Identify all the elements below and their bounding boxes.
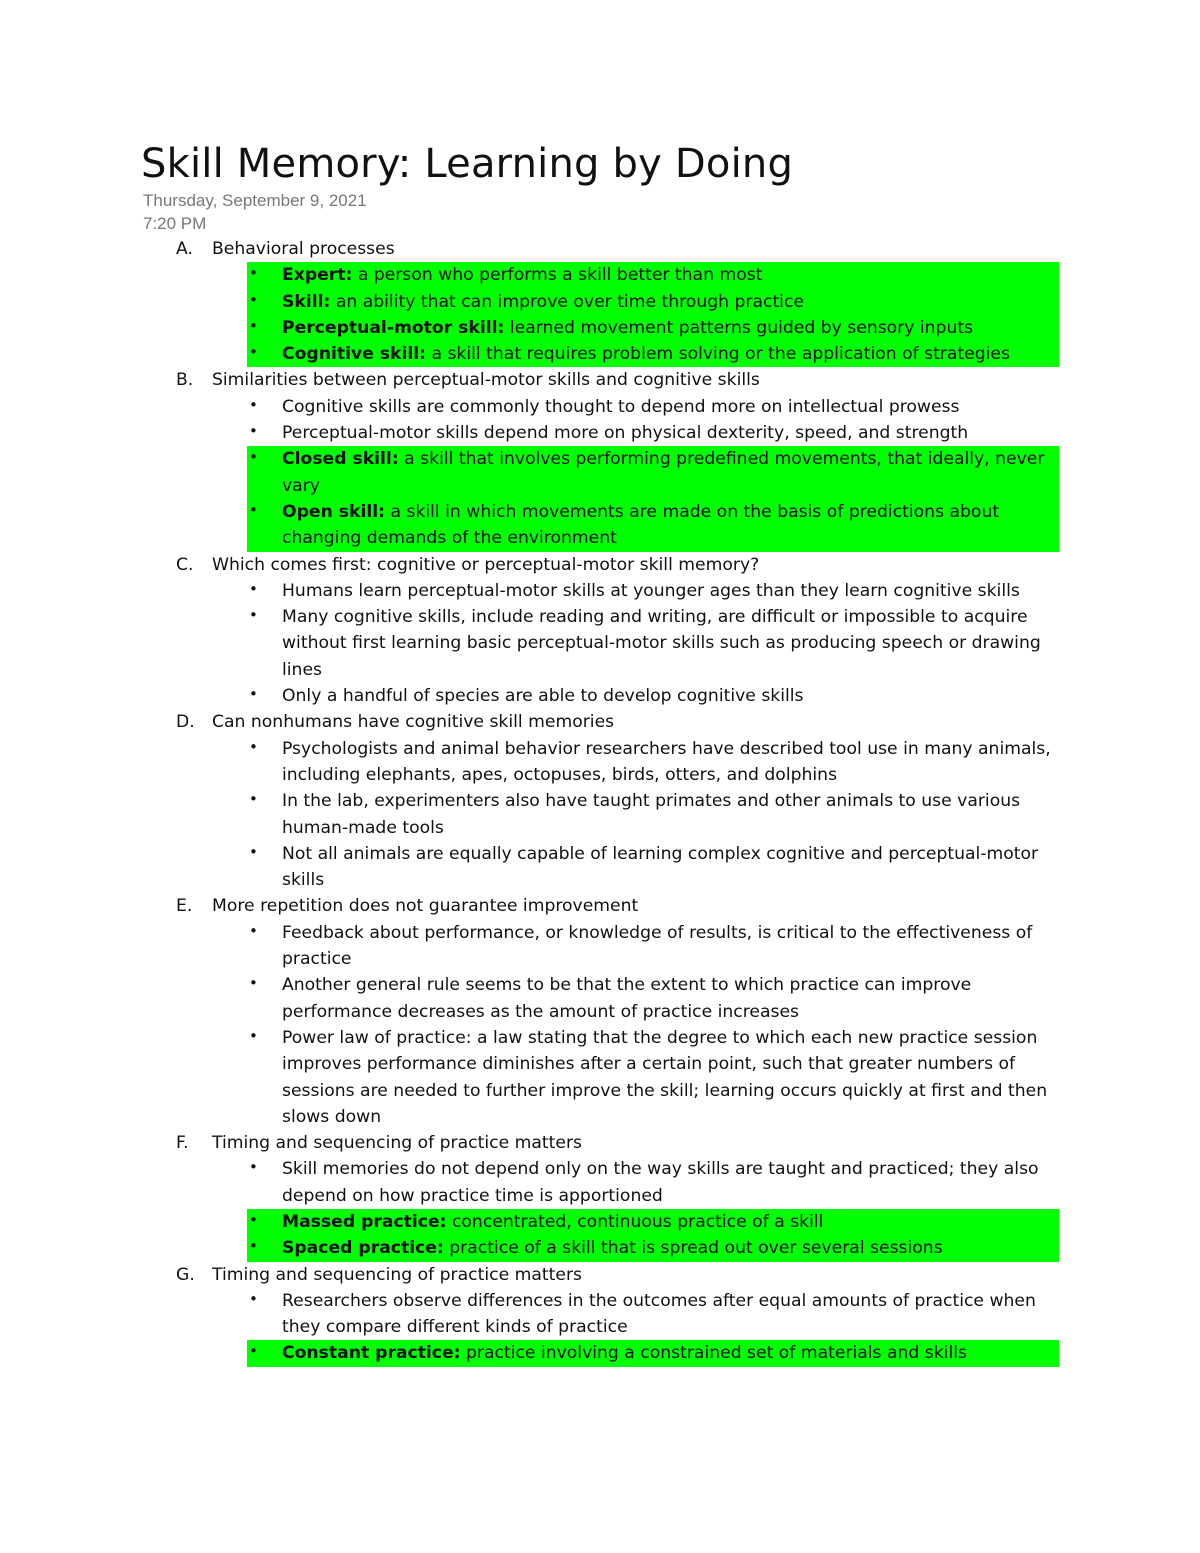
highlighted-bullet-item: [247, 446, 1059, 499]
defined-term: Massed practice:: [282, 1211, 447, 1232]
section-heading-row: [0, 1262, 1200, 1288]
bullet-item: [247, 841, 1059, 894]
section-heading: Can nonhumans have cognitive skill memories: [212, 712, 615, 733]
section-heading-row: [0, 709, 1200, 735]
bullet-body: Cognitive skills are commonly thought to depend more on intellectual prowess: [282, 396, 960, 417]
bullet-text: [282, 502, 999, 548]
bullet-icon: •: [249, 316, 258, 335]
bullet-text: [282, 581, 1020, 601]
bullet-text: [282, 923, 1032, 969]
bullet-item: [247, 920, 1059, 973]
outline-section: [0, 709, 1200, 893]
bullet-body: a skill that involves performing predefined movements, that ideally, never vary: [282, 449, 1045, 496]
bullet-body: In the lab, experimenters also have taught primates and other animals to use various human-made tools: [282, 791, 1021, 838]
bullet-icon: •: [249, 1289, 258, 1308]
section-heading: Timing and sequencing of practice matters: [212, 1133, 582, 1154]
section-heading-row: [0, 1130, 1200, 1156]
section-letter: F.: [176, 1133, 189, 1154]
defined-term: Open skill:: [282, 501, 385, 522]
bullet-icon: •: [249, 1026, 258, 1045]
bullet-body: learned movement patterns guided by sensory inputs: [504, 317, 974, 338]
bullet-icon: •: [249, 448, 258, 467]
highlighted-bullet-item: [247, 499, 1059, 552]
bullet-body: a skill in which movements are made on the basis of predictions about changing demands of the environment: [282, 501, 1000, 549]
bullet-icon: •: [249, 921, 258, 940]
defined-term: Perceptual-motor skill:: [282, 317, 505, 338]
bullet-body: practice involving a constrained set of materials and skills: [460, 1343, 967, 1364]
bullet-body: Humans learn perceptual-motor skills at younger ages than they learn cognitive skills: [282, 580, 1020, 601]
bullet-icon: •: [249, 790, 258, 809]
bullet-body: Power law of practice: a law stating that the degree to which each new practice session improves performance diminishes after a certain point, such that greater numbers of sessions are needed to further improve the skill; learning occurs quickly at first and then slows down: [282, 1027, 1048, 1127]
highlighted-bullet-item: [247, 289, 1059, 315]
defined-term: Constant practice:: [282, 1343, 461, 1364]
highlighted-bullet-item: [247, 1340, 1059, 1366]
section-heading-row: [0, 552, 1200, 578]
bullet-text: [282, 1028, 1047, 1127]
bullet-item: [247, 1288, 1059, 1341]
bullet-icon: •: [249, 737, 258, 756]
highlighted-bullet-item: [247, 1235, 1059, 1261]
bullet-icon: •: [249, 343, 258, 362]
bullet-body: Psychologists and animal behavior researchers have described tool use in many animals, including elephants, apes, octopuses, birds, otters, and dolphins: [282, 738, 1051, 785]
bullet-list: [0, 1156, 1200, 1261]
bullet-item: [247, 1025, 1059, 1130]
section-heading-row: [0, 236, 1200, 262]
bullet-text: [282, 975, 971, 1021]
bullet-item: [247, 578, 1059, 604]
bullet-item: [247, 972, 1059, 1025]
outline-list: [0, 236, 1200, 1367]
bullet-text: [282, 292, 804, 312]
bullet-item: [247, 394, 1059, 420]
bullet-list: [0, 394, 1200, 552]
bullet-icon: •: [249, 1210, 258, 1229]
bullet-icon: •: [249, 974, 258, 993]
section-letter: E.: [176, 896, 193, 917]
bullet-text: [282, 265, 762, 285]
bullet-icon: •: [249, 264, 258, 283]
bullet-body: Feedback about performance, or knowledge of results, is critical to the effectiveness of practice: [282, 922, 1033, 970]
highlighted-bullet-item: [247, 262, 1059, 288]
outline-section: [0, 1130, 1200, 1261]
section-heading-row: [0, 893, 1200, 919]
defined-term: Spaced practice:: [282, 1238, 444, 1259]
bullet-body: concentrated, continuous practice of a skill: [446, 1211, 824, 1232]
bullet-text: [282, 686, 804, 706]
bullet-icon: •: [249, 395, 258, 414]
bullet-item: [247, 736, 1059, 789]
bullet-item: [247, 604, 1059, 683]
bullet-text: [282, 318, 973, 338]
bullet-icon: •: [249, 842, 258, 861]
bullet-text: [282, 449, 1044, 495]
bullet-text: [282, 344, 1010, 364]
section-heading-row: [0, 367, 1200, 393]
bullet-body: Only a handful of species are able to develop cognitive skills: [282, 686, 804, 707]
section-heading: More repetition does not guarantee improvement: [212, 896, 639, 917]
bullet-text: [282, 423, 968, 443]
bullet-body: Another general rule seems to be that the extent to which practice can improve performance decreases as the amount of practice increases: [282, 975, 972, 1022]
bullet-text: [282, 844, 1038, 890]
highlighted-bullet-item: [247, 1209, 1059, 1235]
highlighted-bullet-item: [247, 341, 1059, 367]
bullet-body: Perceptual-motor skills depend more on physical dexterity, speed, and strength: [282, 423, 969, 444]
outline-section: [0, 893, 1200, 1130]
defined-term: Expert:: [282, 265, 353, 286]
bullet-body: Not all animals are equally capable of learning complex cognitive and perceptual-motor skills: [282, 843, 1039, 891]
section-letter: A.: [176, 239, 193, 259]
section-letter: D.: [176, 712, 195, 733]
bullet-text: [282, 1212, 823, 1232]
section-heading: Similarities between perceptual-motor skills and cognitive skills: [212, 370, 760, 391]
bullet-list: [0, 1288, 1200, 1367]
bullet-body: Skill memories do not depend only on the way skills are taught and practiced; they also depend on how practice time is apportioned: [282, 1159, 1039, 1206]
bullet-list: [0, 736, 1200, 894]
bullet-icon: •: [249, 579, 258, 598]
bullet-list: [0, 920, 1200, 1130]
bullet-body: a person who performs a skill better than most: [352, 265, 763, 286]
bullet-icon: •: [249, 1237, 258, 1256]
outline-section: [0, 367, 1200, 551]
bullet-icon: •: [249, 1342, 258, 1361]
section-letter: G.: [176, 1264, 195, 1285]
bullet-text: [282, 1291, 1036, 1337]
defined-term: Skill:: [282, 291, 331, 312]
bullet-text: [282, 739, 1051, 785]
section-heading: Behavioral processes: [212, 239, 395, 259]
bullet-text: [282, 1238, 943, 1258]
bullet-icon: •: [249, 500, 258, 519]
section-letter: B.: [176, 370, 194, 391]
bullet-body: Researchers observe differences in the outcomes after equal amounts of practice when they compare different kinds of practice: [282, 1290, 1036, 1338]
bullet-item: [247, 788, 1059, 841]
bullet-list: [0, 262, 1200, 367]
bullet-item: [247, 420, 1059, 446]
bullet-list: [0, 578, 1200, 709]
defined-term: Closed skill:: [282, 449, 399, 470]
section-heading: Which comes first: cognitive or perceptual-motor skill memory?: [212, 554, 760, 575]
bullet-body: a skill that requires problem solving or the application of strategies: [426, 344, 1010, 365]
bullet-item: [247, 1156, 1059, 1209]
defined-term: Cognitive skill:: [282, 344, 427, 365]
bullet-body: an ability that can improve over time through practice: [330, 291, 804, 312]
bullet-text: [282, 607, 1041, 680]
outline-section: [0, 552, 1200, 710]
highlighted-bullet-item: [247, 315, 1059, 341]
note-date: Thursday, September 9, 2021: [143, 191, 367, 210]
note-time: 7:20 PM: [143, 214, 207, 233]
bullet-icon: •: [249, 685, 258, 704]
section-heading: Timing and sequencing of practice matters: [212, 1264, 582, 1285]
bullet-body: practice of a skill that is spread out over several sessions: [443, 1238, 943, 1259]
bullet-text: [282, 397, 959, 417]
outline-section: [0, 1262, 1200, 1367]
bullet-item: [247, 683, 1059, 709]
outline-section: [0, 236, 1200, 367]
section-letter: C.: [176, 554, 194, 575]
bullet-icon: •: [249, 290, 258, 309]
bullet-icon: •: [249, 606, 258, 625]
page-title: Skill Memory: Learning by Doing: [141, 141, 794, 187]
bullet-icon: •: [249, 422, 258, 441]
bullet-body: Many cognitive skills, include reading and writing, are difficult or impossible to acquire without first learning basic perceptual-motor skills such as producing speech or drawing lines: [282, 607, 1041, 680]
bullet-text: [282, 1343, 967, 1363]
bullet-text: [282, 1159, 1039, 1205]
bullet-text: [282, 791, 1020, 837]
bullet-icon: •: [249, 1158, 258, 1177]
